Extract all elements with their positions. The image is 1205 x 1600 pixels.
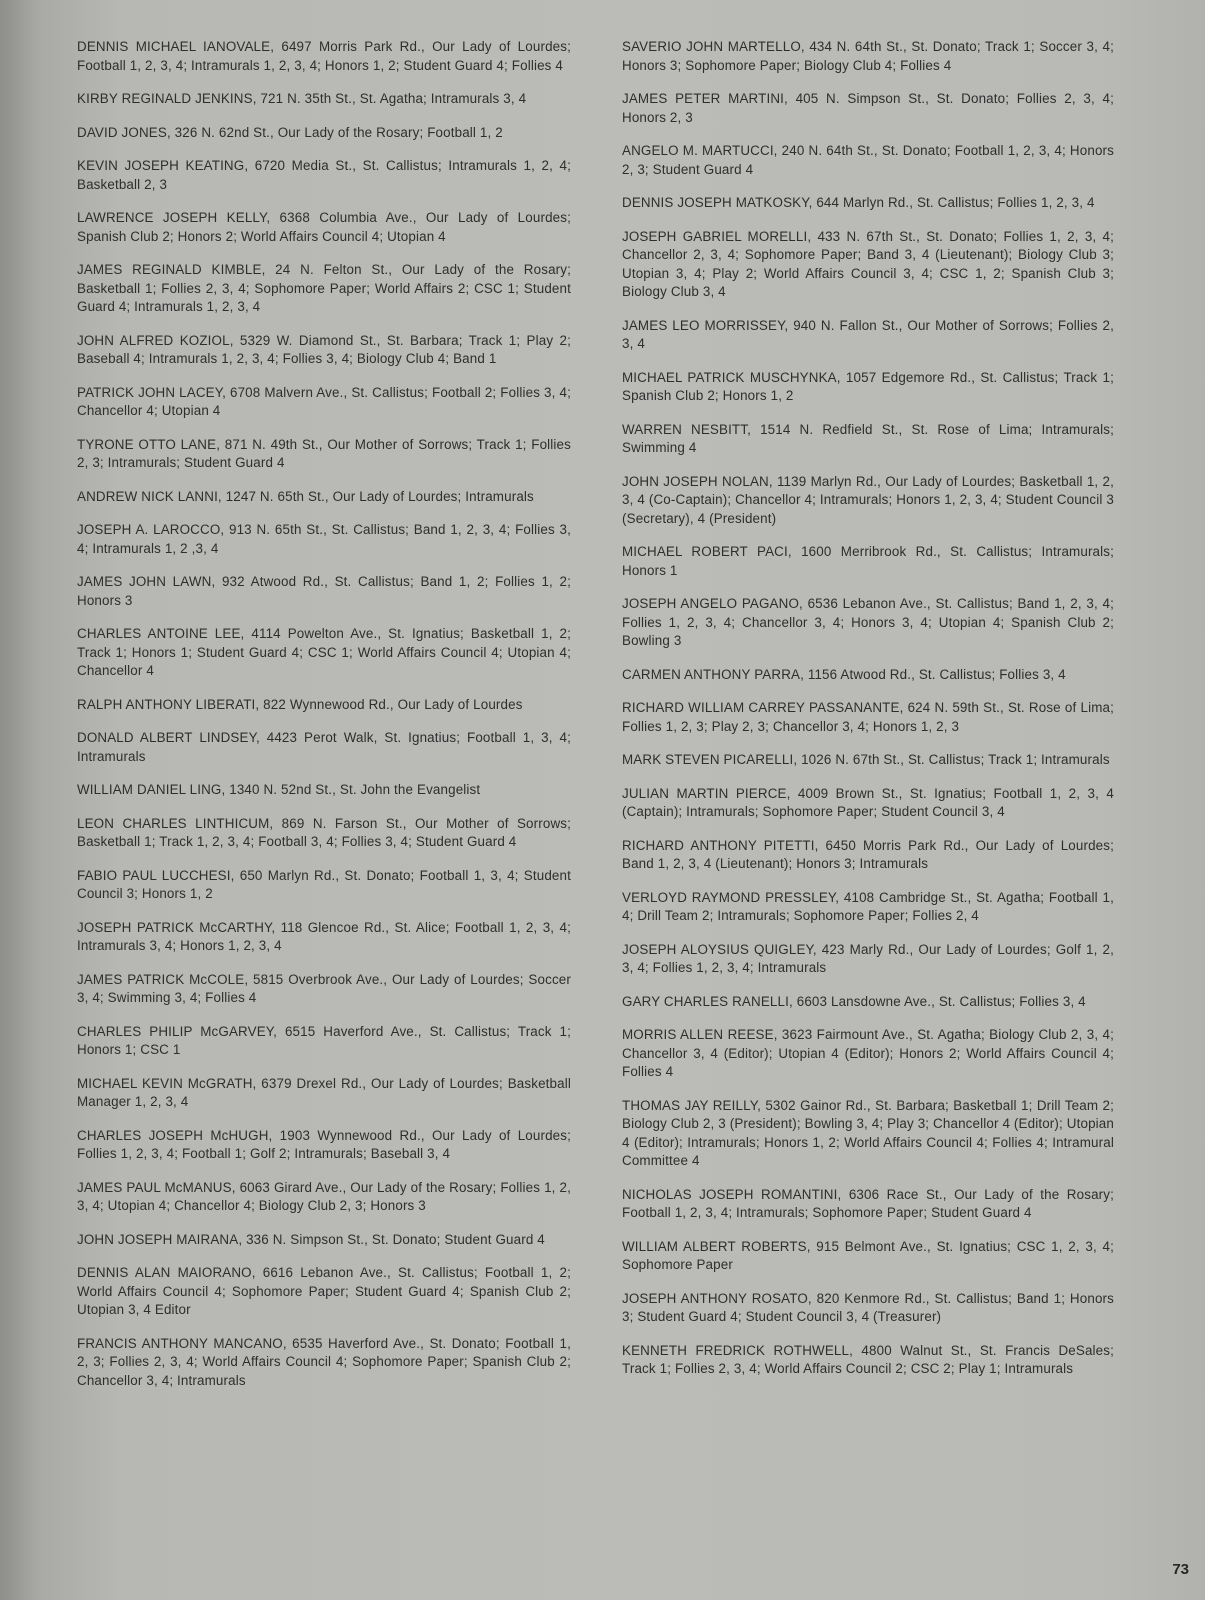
student-entry: DENNIS MICHAEL IANOVALE, 6497 Morris Park Rd., Our Lady of Lourdes; Football 1, 2, 3, 4; Intramurals 1, 2, 3, 4; Honors 1, 2; Student Guard 4; Follies 4: [77, 39, 571, 73]
student-entry: FABIO PAUL LUCCHESI, 650 Marlyn Rd., St. Donato; Football 1, 3, 4; Student Council 3; Honors 1, 2: [77, 867, 571, 901]
student-entry: MICHAEL KEVIN McGRATH, 6379 Drexel Rd., Our Lady of Lourdes; Basketball Manager 1, 2, 3, 4: [77, 1075, 571, 1109]
student-entry: DAVID JONES, 326 N. 62nd St., Our Lady of the Rosary; Football 1, 2: [77, 124, 503, 140]
student-entry: JOSEPH GABRIEL MORELLI, 433 N. 67th St., St. Donato; Follies 1, 2, 3, 4; Chancellor 2, 3, 4; Sophomore Paper; Band 3, 4 (Lieutenant); Biology Club 3; Utopian 3, 4; Play 2; World Affairs Council 3, 4; CSC 1, 2; Spanish Club 3; Biology Club 3, 4: [622, 228, 1114, 299]
student-entry: FRANCIS ANTHONY MANCANO, 6535 Haverford Ave., St. Donato; Football 1, 2, 3; Follies 2, 3, 4; World Affairs Council 4; Sophomore Paper; Spanish Club 2; Chancellor 3, 4; Intramurals: [77, 1335, 571, 1388]
student-entry: JOSEPH ANTHONY ROSATO, 820 Kenmore Rd., St. Callistus; Band 1; Honors 3; Student Guard 4; Student Council 3, 4 (Treasurer): [622, 1290, 1114, 1324]
student-entry: GARY CHARLES RANELLI, 6603 Lansdowne Ave., St. Callistus; Follies 3, 4: [622, 993, 1086, 1009]
right-column: [622, 38, 1114, 1394]
student-entry: WILLIAM ALBERT ROBERTS, 915 Belmont Ave., St. Ignatius; CSC 1, 2, 3, 4; Sophomore Paper: [622, 1238, 1114, 1272]
student-entry: CARMEN ANTHONY PARRA, 1156 Atwood Rd., St. Callistus; Follies 3, 4: [622, 666, 1066, 682]
student-entry: TYRONE OTTO LANE, 871 N. 49th St., Our Mother of Sorrows; Track 1; Follies 2, 3; Intramurals; Student Guard 4: [77, 436, 571, 470]
student-entry: THOMAS JAY REILLY, 5302 Gainor Rd., St. Barbara; Basketball 1; Drill Team 2; Biology Club 2, 3 (President); Bowling 3, 4; Play 3; Chancellor 4 (Editor); Utopian 4 (Editor); Intramurals; Honors 1, 2; World Affairs Council 4; Follies 4; Intramural Committee 4: [622, 1097, 1114, 1168]
student-entry: KENNETH FREDRICK ROTHWELL, 4800 Walnut St., St. Francis DeSales; Track 1; Follies 2, 3, 4; World Affairs Council 2; CSC 2; Play 1; Intramurals: [622, 1342, 1114, 1376]
student-entry: MICHAEL ROBERT PACI, 1600 Merribrook Rd., St. Callistus; Intramurals; Honors 1: [622, 544, 1114, 578]
student-entry: DENNIS ALAN MAIORANO, 6616 Lebanon Ave., St. Callistus; Football 1, 2; World Affairs Council 4; Sophomore Paper; Student Guard 4; Spanish Club 2; Utopian 3, 4 Editor: [77, 1265, 571, 1317]
student-entry: RALPH ANTHONY LIBERATI, 822 Wynnewood Rd., Our Lady of Lourdes: [77, 696, 523, 712]
student-entry: JOHN JOSEPH MAIRANA, 336 N. Simpson St., St. Donato; Student Guard 4: [77, 1231, 545, 1247]
student-entry: JOHN ALFRED KOZIOL, 5329 W. Diamond St., St. Barbara; Track 1; Play 2; Baseball 4; Intramurals 1, 2, 3, 4; Follies 3, 4; Biology Club 4; Band 1: [77, 332, 571, 366]
student-entry: ANDREW NICK LANNI, 1247 N. 65th St., Our Lady of Lourdes; Intramurals: [77, 488, 534, 504]
student-entry: JOSEPH PATRICK McCARTHY, 118 Glencoe Rd., St. Alice; Football 1, 2, 3, 4; Intramurals 3, 4; Honors 1, 2, 3, 4: [77, 919, 571, 953]
student-entry: KIRBY REGINALD JENKINS, 721 N. 35th St., St. Agatha; Intramurals 3, 4: [77, 91, 527, 106]
student-entry: RICHARD WILLIAM CARREY PASSANANTE, 624 N. 59th St., St. Rose of Lima; Follies 1, 2, 3; Play 2, 3; Chancellor 3, 4; Honors 1, 2, 3: [622, 700, 1114, 734]
page-number: 73: [1172, 1561, 1189, 1578]
student-entry: JOSEPH A. LAROCCO, 913 N. 65th St., St. Callistus; Band 1, 2, 3, 4; Follies 3, 4; Intramurals 1, 2 ,3, 4: [77, 522, 571, 556]
student-entry: NICHOLAS JOSEPH ROMANTINI, 6306 Race St., Our Lady of the Rosary; Football 1, 2, 3, 4; Intramurals; Sophomore Paper; Student Guard 4: [622, 1186, 1114, 1220]
student-entry: WARREN NESBITT, 1514 N. Redfield St., St. Rose of Lima; Intramurals; Swimming 4: [622, 421, 1114, 455]
student-entry: RICHARD ANTHONY PITETTI, 6450 Morris Park Rd., Our Lady of Lourdes; Band 1, 2, 3, 4 (Lieutenant); Honors 3; Intramurals: [622, 837, 1114, 871]
student-entry: SAVERIO JOHN MARTELLO, 434 N. 64th St., St. Donato; Track 1; Soccer 3, 4; Honors 3; Sophomore Paper; Biology Club 4; Follies 4: [622, 39, 1114, 73]
student-entry: KEVIN JOSEPH KEATING, 6720 Media St., St. Callistus; Intramurals 1, 2, 4; Basketball 2, 3: [77, 158, 571, 192]
student-entry: JOSEPH ANGELO PAGANO, 6536 Lebanon Ave., St. Callistus; Band 1, 2, 3, 4; Follies 1, 2, 3, 4; Chancellor 3, 4; Honors 3, 4; Utopian 4; Spanish Club 2; Bowling 3: [622, 596, 1114, 648]
student-entry: ANGELO M. MARTUCCI, 240 N. 64th St., St. Donato; Football 1, 2, 3, 4; Honors 2, 3; Student Guard 4: [622, 143, 1114, 177]
student-entry: JAMES PATRICK McCOLE, 5815 Overbrook Ave., Our Lady of Lourdes; Soccer 3, 4; Swimming 3, 4; Follies 4: [77, 971, 571, 1005]
student-entry: CHARLES JOSEPH McHUGH, 1903 Wynnewood Rd., Our Lady of Lourdes; Follies 1, 2, 3, 4; Football 1; Golf 2; Intramurals; Baseball 3, 4: [77, 1127, 571, 1161]
student-entry: DENNIS JOSEPH MATKOSKY, 644 Marlyn Rd., St. Callistus; Follies 1, 2, 3, 4: [622, 195, 1095, 210]
student-entry: JOHN JOSEPH NOLAN, 1139 Marlyn Rd., Our Lady of Lourdes; Basketball 1, 2, 3, 4 (Co-Captain); Chancellor 4; Intramurals; Honors 1, 2, 3, 4; Student Council 3 (Secretary), 4 (President): [622, 473, 1114, 526]
student-entry: MARK STEVEN PICARELLI, 1026 N. 67th St., St. Callistus; Track 1; Intramurals: [622, 752, 1110, 767]
student-entry: DONALD ALBERT LINDSEY, 4423 Perot Walk, St. Ignatius; Football 1, 3, 4; Intramurals: [77, 730, 571, 764]
student-entry: JULIAN MARTIN PIERCE, 4009 Brown St., St. Ignatius; Football 1, 2, 3, 4 (Captain); Intramurals; Sophomore Paper; Student Council 3, 4: [622, 785, 1114, 819]
student-entry: JAMES PETER MARTINI, 405 N. Simpson St., St. Donato; Follies 2, 3, 4; Honors 2, 3: [622, 91, 1114, 125]
student-entry: WILLIAM DANIEL LING, 1340 N. 52nd St., St. John the Evangelist: [77, 782, 481, 797]
student-entry: JAMES PAUL McMANUS, 6063 Girard Ave., Our Lady of the Rosary; Follies 1, 2, 3, 4; Utopian 4; Chancellor 4; Biology Club 2, 3; Honors 3: [77, 1179, 571, 1213]
student-entry: CHARLES PHILIP McGARVEY, 6515 Haverford Ave., St. Callistus; Track 1; Honors 1; CSC 1: [77, 1023, 571, 1057]
student-entry: MICHAEL PATRICK MUSCHYNKA, 1057 Edgemore Rd., St. Callistus; Track 1; Spanish Club 2; Honors 1, 2: [622, 369, 1114, 403]
student-entry: JOSEPH ALOYSIUS QUIGLEY, 423 Marly Rd., Our Lady of Lourdes; Golf 1, 2, 3, 4; Follies 1, 2, 3, 4; Intramurals: [622, 941, 1114, 975]
student-entry: MORRIS ALLEN REESE, 3623 Fairmount Ave., St. Agatha; Biology Club 2, 3, 4; Chancellor 3, 4 (Editor); Utopian 4 (Editor); Honors 2; World Affairs Council 4; Follies 4: [622, 1027, 1114, 1079]
left-column: [77, 38, 571, 1405]
student-entry: LEON CHARLES LINTHICUM, 869 N. Farson St., Our Mother of Sorrows; Basketball 1; Track 1, 2, 3, 4; Football 3, 4; Follies 3, 4; Student Guard 4: [77, 815, 571, 849]
student-entry: LAWRENCE JOSEPH KELLY, 6368 Columbia Ave., Our Lady of Lourdes; Spanish Club 2; Honors 2; World Affairs Council 4; Utopian 4: [77, 210, 571, 244]
student-entry: JAMES JOHN LAWN, 932 Atwood Rd., St. Callistus; Band 1, 2; Follies 1, 2; Honors 3: [77, 574, 571, 608]
student-entry: JAMES REGINALD KIMBLE, 24 N. Felton St., Our Lady of the Rosary; Basketball 1; Follies 2, 3, 4; Sophomore Paper; World Affairs 2; CSC 1; Student Guard 4; Intramurals 1, 2, 3, 4: [77, 262, 571, 314]
student-entry: PATRICK JOHN LACEY, 6708 Malvern Ave., St. Callistus; Football 2; Follies 3, 4; Chancellor 4; Utopian 4: [77, 384, 571, 418]
student-entry: VERLOYD RAYMOND PRESSLEY, 4108 Cambridge St., St. Agatha; Football 1, 4; Drill Team 2; Intramurals; Sophomore Paper; Follies 2, 4: [622, 889, 1114, 923]
student-entry: JAMES LEO MORRISSEY, 940 N. Fallon St., Our Mother of Sorrows; Follies 2, 3, 4: [622, 317, 1114, 351]
student-entry: CHARLES ANTOINE LEE, 4114 Powelton Ave., St. Ignatius; Basketball 1, 2; Track 1; Honors 1; Student Guard 4; CSC 1; World Affairs Council 4; Utopian 4; Chancellor 4: [77, 626, 571, 678]
